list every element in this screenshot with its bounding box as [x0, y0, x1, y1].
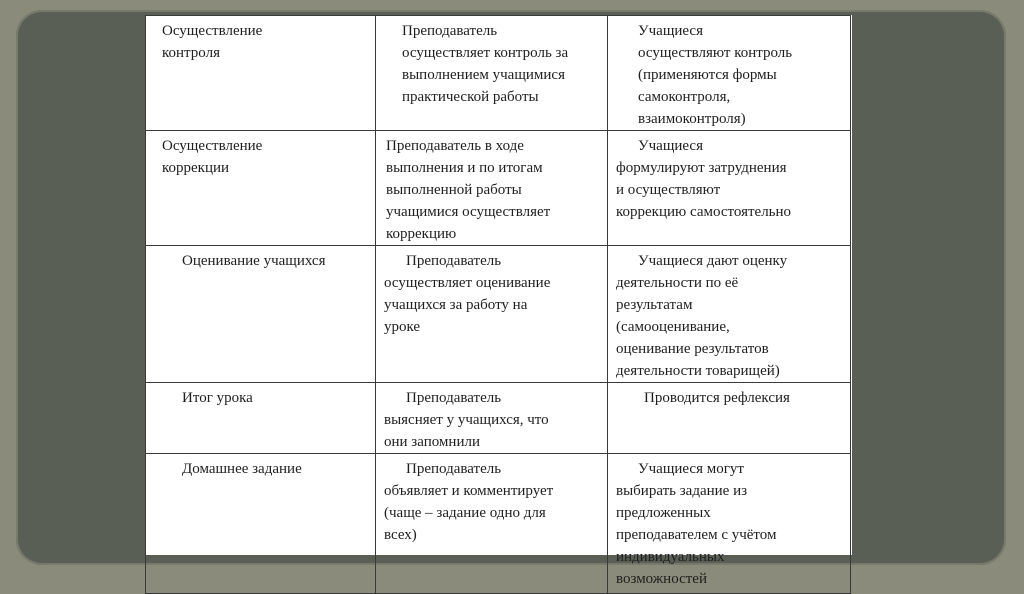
table-row — [146, 383, 851, 454]
lesson-stages-table — [145, 15, 851, 594]
stage-cell — [146, 246, 376, 383]
students-text: Учащиеся дают оценку деятельности по её результатам (самооценивание, оценивание результатов деятельности товарищей) — [616, 253, 788, 379]
students-cell — [608, 131, 851, 246]
students-cell — [608, 246, 851, 383]
teacher-cell — [376, 131, 608, 246]
table-row — [146, 246, 851, 383]
stage-text: Осуществление коррекции — [162, 138, 263, 176]
teacher-text: Преподаватель выясняет у учащихся, что они запомнили — [384, 390, 549, 450]
document-page — [145, 15, 852, 587]
table-row — [146, 16, 851, 131]
teacher-text: Преподаватель объявляет и комментирует (чаще – задание одно для всех) — [384, 461, 554, 543]
teacher-text: Преподаватель осуществляет контроль за выполнением учащимися практической работы — [402, 23, 569, 105]
teacher-text: Преподаватель осуществляет оценивание учащихся за работу на уроке — [384, 253, 551, 335]
teacher-cell — [376, 246, 608, 383]
stage-cell — [146, 16, 376, 131]
students-cell — [608, 16, 851, 131]
students-cell — [608, 454, 851, 594]
students-text: Учащиеся осуществляют контроль (применяются формы самоконтроля, взаимоконтроля) — [638, 23, 793, 127]
teacher-cell — [376, 383, 608, 454]
stage-text: Осуществление контроля — [162, 23, 263, 61]
teacher-text: Преподаватель в ходе выполнения и по итогам выполненной работы учащимися осуществляет коррекцию — [386, 138, 551, 242]
teacher-cell — [376, 16, 608, 131]
teacher-cell — [376, 454, 608, 594]
students-cell — [608, 383, 851, 454]
stage-text: Домашнее задание — [182, 461, 302, 477]
students-text: Проводится рефлексия — [644, 390, 790, 406]
stage-cell — [146, 383, 376, 454]
students-text: Учащиеся могут выбирать задание из предложенных преподавателем с учётом индивидуальных возможностей — [616, 461, 777, 587]
stage-text: Итог урока — [182, 390, 253, 406]
stage-cell — [146, 131, 376, 246]
stage-text: Оценивание учащихся — [182, 253, 326, 269]
table-row — [146, 131, 851, 246]
stage-cell — [146, 454, 376, 594]
table-row — [146, 454, 851, 594]
students-text: Учащиеся формулируют затруднения и осуществляют коррекцию самостоятельно — [616, 138, 792, 220]
